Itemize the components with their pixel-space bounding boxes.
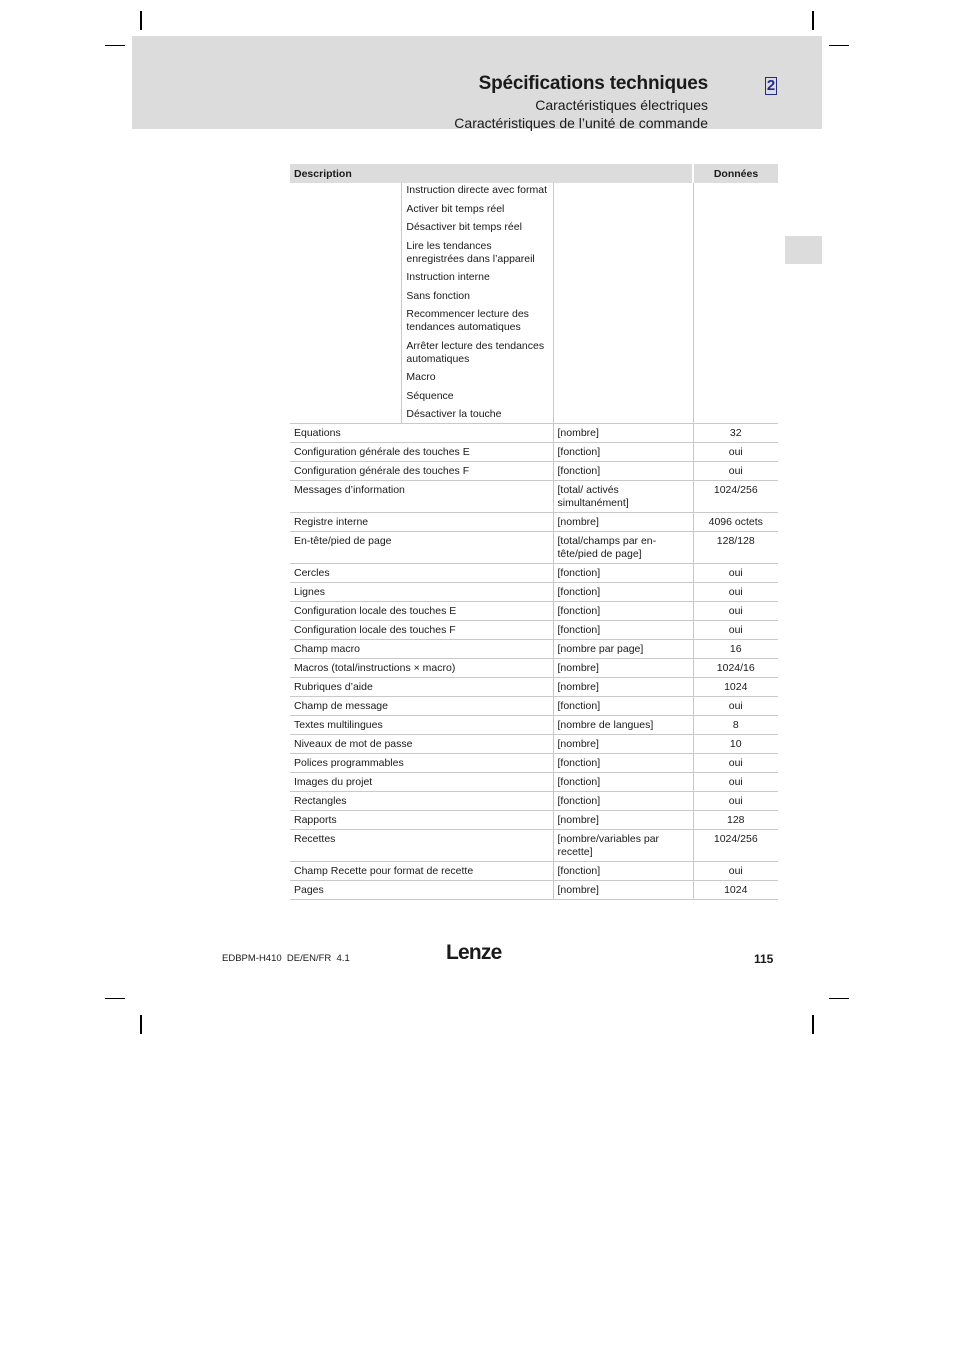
row-value: 1024/256 [693,830,778,862]
row-value: 1024 [693,678,778,697]
table-row [290,443,778,462]
row-unit: [fonction] [553,697,693,716]
crop-mark-bottom-left-horizontal [105,998,125,999]
table-row [290,735,778,754]
table-row [290,602,778,621]
row-value: 1024 [693,881,778,900]
row-description: Rubriques d’aide [290,678,553,697]
table-row [290,564,778,583]
row-unit: [nombre] [553,678,693,697]
row-value: oui [693,583,778,602]
row-description: Textes multilingues [290,716,553,735]
row-unit: [nombre par page] [553,640,693,659]
row-description: Rapports [290,811,553,830]
section-subtitle: Caractéristiques électriques [535,97,708,113]
continuation-unit-cell [553,183,693,424]
sub-item: Activer bit temps réel [406,202,505,215]
page-number: 115 [754,952,774,966]
sub-item: Macro [406,371,436,383]
row-unit: [total/champs par en-tête/pied de page] [553,532,693,564]
row-description: Configuration locale des touches F [290,621,553,640]
row-unit: [fonction] [553,862,693,881]
row-value: 128/128 [693,532,778,564]
table-row [290,754,778,773]
sub-item: Sans fonction [406,289,470,302]
table-row [290,792,778,811]
sub-item: Instruction directe avec format [406,184,548,196]
row-unit: [nombre] [553,513,693,532]
continuation-row [290,183,778,424]
lenze-logo: Lenze [446,941,502,964]
row-description: Pages [290,881,553,900]
row-value: oui [693,697,778,716]
row-value: 16 [693,640,778,659]
table-row [290,678,778,697]
row-description: Configuration générale des touches F [290,462,553,481]
crop-mark-bottom-right-horizontal [829,998,849,999]
table-row [290,830,778,862]
sub-item-list [401,183,552,423]
page-title: Spécifications techniques [478,73,708,94]
row-value: oui [693,443,778,462]
row-value: 32 [693,424,778,443]
row-value: oui [693,621,778,640]
row-value: oui [693,462,778,481]
crop-mark-top-right-horizontal [829,45,849,46]
table-row [290,462,778,481]
table-row [290,716,778,735]
row-unit: [fonction] [553,773,693,792]
sub-item: Recommencer lecture des tendances automatiques [406,308,529,333]
row-description: Champ Recette pour format de recette [290,862,553,881]
row-description: Polices programmables [290,754,553,773]
sub-item: Désactiver bit temps réel [406,221,522,233]
row-description: Lignes [290,583,553,602]
row-unit: [nombre] [553,659,693,678]
row-unit: [total/ activés simultanément] [553,481,693,513]
row-value: 1024/256 [693,481,778,513]
row-value: 128 [693,811,778,830]
chapter-number-badge[interactable]: 2 [766,77,776,94]
row-value: oui [693,602,778,621]
row-unit: [fonction] [553,754,693,773]
continuation-description-cell [290,183,553,424]
table-row [290,862,778,881]
row-description: Configuration générale des touches E [290,443,553,462]
table-row [290,640,778,659]
row-description: Rectangles [290,792,553,811]
row-value: 8 [693,716,778,735]
column-header-data: Données [693,164,778,183]
row-description: En-tête/pied de page [290,532,553,564]
row-unit: [fonction] [553,621,693,640]
row-description: Equations [290,424,553,443]
crop-mark-top-left-vertical [140,11,142,30]
row-description: Macros (total/instructions × macro) [290,659,553,678]
row-unit: [nombre/variables par recette] [553,830,693,862]
sub-item: Séquence [406,389,454,402]
row-value: oui [693,862,778,881]
row-description: Registre interne [290,513,553,532]
row-value: oui [693,773,778,792]
continuation-lead-cell [290,183,401,423]
row-value: 1024/16 [693,659,778,678]
sub-item: Lire les tendances enregistrées dans l’appareil [406,239,535,265]
continuation-value-cell [693,183,778,424]
table-row [290,659,778,678]
table-header-row [290,164,778,183]
table-row [290,881,778,900]
table-row [290,697,778,716]
document-id: EDBPM-H410 DE/EN/FR 4.1 [222,953,350,964]
row-description: Niveaux de mot de passe [290,735,553,754]
table-row [290,773,778,792]
sub-item: Instruction interne [406,271,490,283]
row-unit: [nombre de langues] [553,716,693,735]
column-header-description: Description [290,164,693,183]
row-unit: [fonction] [553,602,693,621]
row-value: oui [693,754,778,773]
row-unit: [fonction] [553,583,693,602]
table-row [290,532,778,564]
row-unit: [nombre] [553,881,693,900]
row-value: oui [693,564,778,583]
row-unit: [fonction] [553,462,693,481]
row-unit: [nombre] [553,811,693,830]
row-description: Recettes [290,830,553,862]
table-row [290,513,778,532]
sub-item: Arrêter lecture des tendances automatiques [406,339,545,365]
crop-mark-bottom-right-vertical [812,1015,814,1034]
table-row [290,811,778,830]
sub-item: Désactiver la touche [406,408,502,420]
crop-mark-bottom-left-vertical [140,1015,142,1034]
row-value: 10 [693,735,778,754]
row-description: Messages d’information [290,481,553,513]
specifications-table [290,164,778,900]
row-description: Champ macro [290,640,553,659]
row-unit: [fonction] [553,564,693,583]
row-description: Champ de message [290,697,553,716]
row-unit: [nombre] [553,735,693,754]
row-description: Cercles [290,564,553,583]
crop-mark-top-right-vertical [812,11,814,30]
row-unit: [fonction] [553,792,693,811]
row-description: Configuration locale des touches E [290,602,553,621]
row-value: oui [693,792,778,811]
row-description: Images du projet [290,773,553,792]
chapter-side-tab [785,236,822,264]
table-row [290,424,778,443]
row-unit: [nombre] [553,424,693,443]
crop-mark-top-left-horizontal [105,45,125,46]
table-row [290,621,778,640]
subsection-subtitle: Caractéristiques de l’unité de commande [454,115,708,131]
table-row [290,481,778,513]
row-value: 4096 octets [693,513,778,532]
table-row [290,583,778,602]
row-unit: [fonction] [553,443,693,462]
